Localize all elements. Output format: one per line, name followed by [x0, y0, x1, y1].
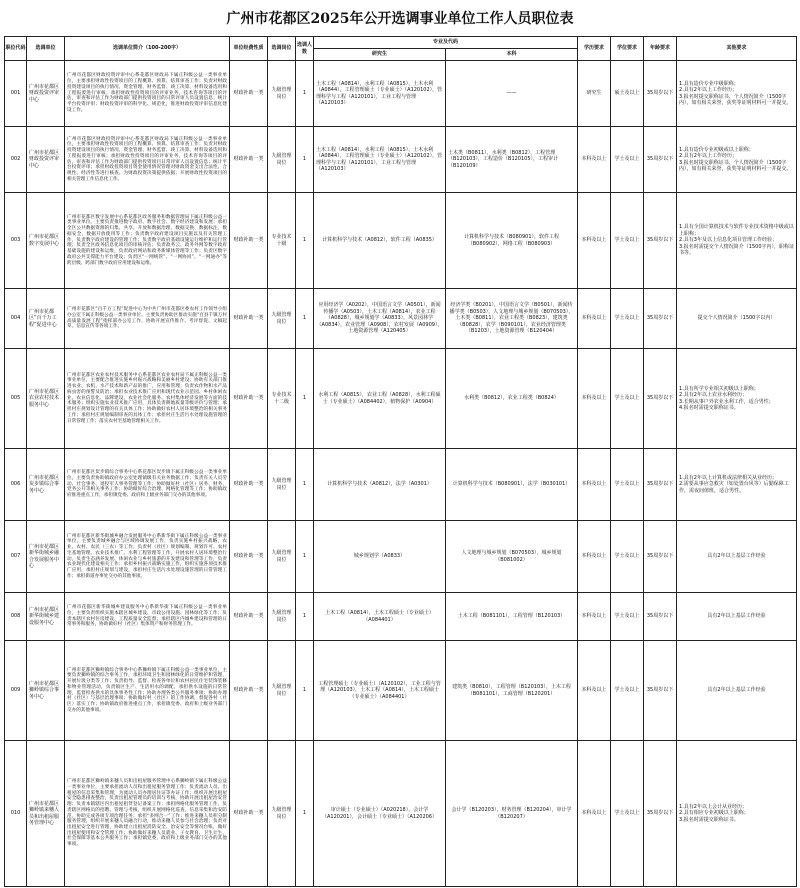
header-age: 年龄要求 [644, 37, 677, 61]
cell-edu: 研究生 [578, 61, 611, 127]
cell-age: 35周岁以下 [644, 641, 677, 741]
cell-age: 35周岁以下 [644, 289, 677, 349]
cell-code: 008 [5, 593, 27, 641]
cell-age: 35周岁以下 [644, 61, 677, 127]
cell-code: 007 [5, 521, 27, 593]
cell-other: 具有2年以上基层工作经验 [677, 521, 797, 593]
cell-degree: 学士及以上 [611, 127, 644, 193]
cell-edu: 本科及以上 [578, 641, 611, 741]
table-row [5, 127, 797, 193]
cell-code: 002 [5, 127, 27, 193]
cell-code: 010 [5, 741, 27, 887]
table-row [5, 741, 797, 887]
cell-funding: 财政补助一类 [230, 741, 268, 887]
cell-unit: 广州市花都区“百千万工程”促进中心 [27, 289, 65, 349]
cell-count: 1 [296, 127, 314, 193]
cell-grad: 计算机科学与技术（A0812），法学（A0301） [314, 449, 446, 521]
cell-age: 35周岁以下 [644, 521, 677, 593]
cell-code: 009 [5, 641, 27, 741]
cell-grad: 水利工程（A0815），农业工程（A0828），水利工程硕士（专业硕士）（A084402），植物保护（A0904） [314, 349, 446, 449]
cell-age: 35周岁以下 [644, 349, 677, 449]
cell-count: 1 [296, 61, 314, 127]
cell-age: 35周岁以下 [644, 193, 677, 289]
cell-intro: 广州市花都区财政投资评审中心系花都区财政局下属正科级公益一类事业单位，主要承担财政性投资项目的工程概算、预算、结算审查工作；负责对财政投资建设项目的执行情况、资金管理、财务监督、竣工决算、材料设备选用和工程报废进行审核；承担财政性投资项目的评审业务，技术咨询等项目的评估，审查和评估工作为财政部门提供投资项目的日常评审人员设置信息；统计平台投资评审；财政投资评审的科学化、规范化，推进财政投资评审信息化建设工作。 [65, 61, 230, 127]
cell-count: 1 [296, 289, 314, 349]
cell-degree: 学士及以上 [611, 193, 644, 289]
cell-edu: 本科及以上 [578, 289, 611, 349]
cell-funding: 财政补助一类 [230, 61, 268, 127]
header-post: 选调岗位 [268, 37, 296, 61]
cell-undergrad: 计算机科学与技术（B080901），法学（B030101） [446, 449, 578, 521]
cell-grad: 应用经济学（A0202），中国语言文学（A0501），新闻传播学（A0503），土木工程（A0814），农业工程（A0828），城乡规划学（A0833），风景园林学（A0834），农业管理（A0908），农村发展（A0909），土地资源管理（A120405） [314, 289, 446, 349]
cell-post: 九级管理岗位 [268, 61, 296, 127]
cell-grad: 审计硕士（专业硕士）（A020218），会计学（A120201），会计硕士（专业硕士）（A120206） [314, 741, 446, 887]
cell-other: 1.具有全国计算机技术与软件专业技术资格中级或以上职称； 2.具有3年及以上信息化项目管理工作经验； 3.报名时需提交个人情况简介（1500字内），职称证书等。 [677, 193, 797, 289]
cell-unit: 广州市花都区炭步镇综合事务中心 [27, 449, 65, 521]
page-title: 广州市花都区2025年公开选调事业单位工作人员职位表 [226, 11, 574, 27]
cell-funding: 财政补助一类 [230, 127, 268, 193]
cell-undergrad: 水利类（B0812），农业工程类（B0824） [446, 349, 578, 449]
cell-undergrad: 土木工程（B081101），工程管理（B120103） [446, 593, 578, 641]
cell-count: 1 [296, 741, 314, 887]
cell-undergrad: 经济学类（B0201），中国语言文学（B0501），新闻传播学类（B0503），人文地理与城乡规划（B070503），土木类（B0811），农业工程类（B0823），建筑类（B0828），农学（B090101），农业经济管理类（B1203），土地资源管理（B120404） [446, 289, 578, 349]
cell-unit: 广州市花都区农业农村技术服务中心 [27, 349, 65, 449]
cell-age: 35周岁以下 [644, 741, 677, 887]
cell-degree: 学士及以上 [611, 641, 644, 741]
cell-post: 九级管理岗位 [268, 289, 296, 349]
cell-post: 专业技术十级 [268, 193, 296, 289]
cell-other: 1.具有2年以上会计从业经历； 2.具有相应专业初级以上职称； 3.报名时需提交职称证书。 [677, 741, 797, 887]
cell-count: 1 [296, 593, 314, 641]
cell-other: 1.具有造价专业初级或以上职称； 2.具有2年以上工作经历； 3.报名时提交职称证书、个人情况简介（1500字内），如有相关荣誉，获奖等证明材料可一并提交。 [677, 127, 797, 193]
cell-intro: 广州市花都区炭步镇综合事务中心系花都区炭步镇下属正科级公益一类事业单位，主要负责协助镇政府办公室处理镇级有关业务数据工作；负责有关人员劳动、社会事务、退役军人事务管理等工作；协助做好村（社区）居务、财务、党务公开等相关事务工作；协助做好综合治理、网格化管理等工作；协助镇政府推进重点工作，承担镇党委、政府和上级业务部门交办的其他事项。 [65, 449, 230, 521]
cell-post: 九级管理岗位 [268, 641, 296, 741]
cell-undergrad: 土木类（B0811），水利类（B0812），工程管理（B120103），工程造价（B120105），工程审计（B120109） [446, 127, 578, 193]
table-row [5, 593, 797, 641]
cell-count: 1 [296, 449, 314, 521]
cell-post: 九级管理岗位 [268, 521, 296, 593]
cell-code: 003 [5, 193, 27, 289]
cell-edu: 本科及以上 [578, 741, 611, 887]
cell-intro: 广州市花都区新华街城乡融合发展服务中心系新华街下属正科级公益一类事业单位，主要负责城乡融合与区域协调发展工作，负责实施乡村振兴战略，农业、农村、农民（三农）等工作；负责村（社区）规划编制、规划许可、农村宅基地管理、农业技术推广、水利工程管理等工作，开展农村人居环境整治行动，负责生态涵养发展、休闲农业与乡村旅游的开发建设和管理等工作，负责农业现代化建设相关工作；承担乡村振兴战略实施工作，组织实施各项技术推广应用，承担村庄规划与建设，承担村庄生活污水处理设施管理的日常管理工作；承担街道办事处交办的其他事项。 [65, 521, 230, 593]
position-table [4, 36, 797, 887]
header-edu: 学历要求 [578, 37, 611, 61]
cell-age: 35周岁以下 [644, 593, 677, 641]
cell-degree: 学士及以上 [611, 289, 644, 349]
header-unit: 选调单位 [27, 37, 65, 61]
cell-unit: 广州市花都区数字发展中心 [27, 193, 65, 289]
cell-code: 001 [5, 61, 27, 127]
cell-degree: 学士及以上 [611, 521, 644, 593]
cell-degree: 学士及以上 [611, 593, 644, 641]
cell-grad: 土木工程（A0814），水利工程（A0815），土木水利（A0844），工程管理硕士（专业硕士）（A120102），管理科学与工程（A120101），工业工程与管理（A120103） [314, 61, 446, 127]
cell-code: 006 [5, 449, 27, 521]
header-intro: 选调单位简介（100-200字） [65, 37, 230, 61]
table-row [5, 193, 797, 289]
cell-unit: 广州市花都区狮岭镇来穗人员和出租屋服务管理中心 [27, 741, 65, 887]
cell-undergrad: 建筑类（B0810），工程管理（B120103），土木工程（B081101），工商管理（B120201） [446, 641, 578, 741]
header-grad: 研究生 [314, 49, 446, 61]
cell-other: 具有2年以上基层工作经验 [677, 641, 797, 741]
header-code: 职位代码 [5, 37, 27, 61]
cell-post: 九级管理岗位 [268, 449, 296, 521]
cell-count: 1 [296, 193, 314, 289]
cell-post: 九级管理岗位 [268, 741, 296, 887]
cell-count: 1 [296, 349, 314, 449]
cell-funding: 财政补助一类 [230, 289, 268, 349]
header-count: 选调人数 [296, 37, 314, 61]
table-row [5, 289, 797, 349]
cell-intro: 广州市花都区财政投资评审中心系花都区财政局下属正科级公益一类事业单位，主要承担财政性投资项目的工程概算、预算、结算审查工作；负责对财政投资建设项目的执行情况、资金管理、财务监督、竣工决算、材料设备选用和工程报废进行审核；承担财政性投资项目的评审业务，技术咨询等项目的评估，审查和评估工作为财政部门提供投资项目日常评审人员设置信息；统计平台投资评审；承担财政投资项目资金使用情况管理对财政资金支出合法性、合规性、经济性等进行核查。为财政投资决策提供依据；开展财政性投资项目的相关管理工作信息化工作。 [65, 127, 230, 193]
cell-intro: 广州市花都区新华街城乡建设服务中心系新华街下属正科级公益一类事业单位，主要负责组织实施本辖区城乡建设、市政公用设施、园林绿化等工作；负责本辖区农村住房建设、工程质量安全监督；承担辖区内城乡建设和管理的日常事务和服务，协助做好村（社区）集体资产和财务管理工作。 [65, 593, 230, 641]
cell-code: 005 [5, 349, 27, 449]
cell-edu: 本科及以上 [578, 593, 611, 641]
cell-other: 具有2年以上基层工作经验 [677, 593, 797, 641]
cell-grad: 城乡规划学（A0833） [314, 521, 446, 593]
cell-degree: 学士及以上 [611, 741, 644, 887]
cell-degree: 硕士及以上 [611, 61, 644, 127]
header-other: 其他要求 [677, 37, 797, 61]
cell-undergrad: —— [446, 61, 578, 127]
cell-funding: 财政补助一类 [230, 193, 268, 289]
cell-other: 提交个人情况简介（1500字以内） [677, 289, 797, 349]
cell-post: 九级管理岗位 [268, 593, 296, 641]
cell-degree: 学士及以上 [611, 449, 644, 521]
cell-funding: 财政补助一类 [230, 641, 268, 741]
cell-grad: 工程管理硕士（专业硕士）（A120102），工业工程与管理（A120103），土木工程（A0814），土木工程硕士（专业硕士）（A084401） [314, 641, 446, 741]
cell-funding: 财政补助一类 [230, 349, 268, 449]
header-major-group: 专业及代码 [314, 37, 578, 49]
cell-other: 1.具有所学专业相关初级以上职称； 2.具有2年以上农业水利经历； 3.长期从事户外农业水利工作，适合男性； 4.报名时需提交职称证书。 [677, 349, 797, 449]
cell-grad: 土木工程（A0814），土木工程硕士（专业硕士）（A084401） [314, 593, 446, 641]
cell-funding: 财政补助一类 [230, 593, 268, 641]
cell-count: 1 [296, 521, 314, 593]
header-row [5, 37, 797, 49]
cell-code: 004 [5, 289, 27, 349]
cell-intro: 广州市花都区“百千万工程”促进中心为中共广州市花都区委农村工作领导小组办公室下属正科级公益一类事业单位。主要负责协助区推动实施“百县千镇万村高质量发展工程”指挥部办公室工作，协助开展宣传推介、考评督促、文稿起草、信息宣传等各项工作。 [65, 289, 230, 349]
cell-edu: 本科及以上 [578, 193, 611, 289]
table-row [5, 449, 797, 521]
cell-age: 35周岁以下 [644, 449, 677, 521]
cell-undergrad: 人文地理与城乡规划（B070503），城乡规划（B081002） [446, 521, 578, 593]
cell-edu: 本科及以上 [578, 449, 611, 521]
table-row [5, 641, 797, 741]
cell-edu: 本科及以上 [578, 127, 611, 193]
cell-other: 1.具有2年以上计算机或法律相关从业经历； 2.需要从事应急救灾（如处置台风等）后勤保障工作，需夜间值班，适合男性。 [677, 449, 797, 521]
cell-unit: 广州市花都区新华街城乡建设服务中心 [27, 593, 65, 641]
header-funding: 单位经费性质 [230, 37, 268, 61]
cell-intro: 广州市花都区狮岭镇来穗人员和出租屋服务管理中心系狮岭镇下属正科级公益一类事业单位，主要承担流动人员和出租屋服务管理工作；负责流动人员、出租屋的信息采集和管理，为流动人员办理居住证等办证工作；组织开展出租屋安全隐患排查整治，负责出租屋管理员的培训与考核，协助开展出租屋治安管理；负责本镇辖区内出租屋租赁登记备案工作；承担网格化服务管理工作，负责辖区网格员的招聘、管理与考核，组织开展网格化巡查、信息采集和治安防范，协助完成各项专项治理任务；承担“多网合一”工作；推进来穗人员积分制服务管理，组织开展来穗人员融合行动，推动来穗人员参与社会治理；负责对出租屋安全进行管理，协助建立出租屋消防安全、治安安全等情况台账，做好出租屋使用和安全管理工作；协助做好来穗人员就业、子女教育、卫生计生、社会保障等基本公共服务工作；承担镇党委、政府和上级业务部门交办的其他事项。 [65, 741, 230, 887]
table-row [5, 521, 797, 593]
cell-grad: 土木工程（A0814），水利工程（A0815），土木水利（A0844），工程管理硕士（专业硕士）（A120102），管理科学与工程（A120101），工业工程与管理（A120103） [314, 127, 446, 193]
cell-unit: 广州市花都区财政投资评审中心 [27, 127, 65, 193]
cell-unit: 广州市花都区新华街城乡融合发展服务中心 [27, 521, 65, 593]
table-row [5, 61, 797, 127]
cell-unit: 广州市花都区狮岭镇综合事务中心 [27, 641, 65, 741]
cell-intro: 广州市花都区数字发展中心系花都区政务服务和数据管理局下属正科级公益一类事业单位。主要负责推进数字政府、数字社会、数字经济建设和发展；承担全区公共数据资源的归集、共享、开放和数据治理、数据交换、数据标注、数据安全，数据开放使用等工作；负责数字政府建设项目实施以及有关管理工作，负责数字政府建设的管理工作；负责数字政府基础设施运行维护和运行管理；负责全区政务信息化项目的审核评估；负责政务云、政务外网等数字政府基础设施的建设和运维，负责政府网站和政务新媒体管理等工作；负责区数字政府公共支撑能力平台建设；负责区“一网统管”、“一网协同”、“一网通办”等跨层级、跨部门数字政府应用建设和运维。 [65, 193, 230, 289]
cell-grad: 计算机科学与技术（A0812），软件工程（A0835） [314, 193, 446, 289]
cell-age: 35周岁以下 [644, 127, 677, 193]
cell-degree: 学士及以上 [611, 349, 644, 449]
header-undergrad: 本科 [446, 49, 578, 61]
cell-undergrad: 会计学（B120203），财务管理（B120204），审计学（B120207） [446, 741, 578, 887]
cell-undergrad: 计算机科学与技术（B080901），软件工程（B080902），网络工程（B080903） [446, 193, 578, 289]
cell-intro: 广州市花都区狮岭镇综合事务中心系狮岭镇下属正科级公益一类事业单位，主要负责狮岭镇的综合事务工作，承担环境卫生和园林绿化的日常维护和管理，开展垃圾分类等工作；负责指导、监督、检查各单位和农村居民住宅装饰装修和物业管理活动，负责镇区生产、生活用水的调配，承担供水设施的日常管理，监督检查供水的具体事务性工作；协助办理各类公共服务事项；协助办理村（社区）与基层治理事项；协助做好村（社区）的工作协调，督促各村（社区）落实工作；协助镇政府推进重点工作，承担镇党委、政府和上级业务部门交办的其他事项。 [65, 641, 230, 741]
header-degree: 学位要求 [611, 37, 644, 61]
table-row [5, 349, 797, 449]
cell-unit: 广州市花都区财政投资评审中心 [27, 61, 65, 127]
cell-funding: 财政补助一类 [230, 521, 268, 593]
cell-intro: 广州市花都区农业农村技术服务中心系花都区农业农村局下属正科级公益一类事业单位，主要配合推进实施乡村振兴战略和美丽乡村建设；协助有关部门推进农业、农机、水产技术和新产品的推广，应用和管理；负责农作物和水产品病虫害的预警及防治；承担农业技术推广应用和现代农业示范园、乡村休闲农业、农业信息化、品牌建设、农业社会化服务、农村集体经济发展等方面的技术服务；组织实施农业技术推广应用，具体负责耕地质量等级评价与管理；承担村庄规划设计管理的有关具体工作；协助做好农村人居环境整治的相关事务工作；承担村庄规划编制审查的具体工作；承担村庄生活污水处理设施管理的日常管理工作；落实农村宅基地管理相关工作。 [65, 349, 230, 449]
cell-funding: 财政补助一类 [230, 449, 268, 521]
cell-edu: 本科及以上 [578, 521, 611, 593]
cell-post: 九级管理岗位 [268, 127, 296, 193]
cell-post: 专业技术十二级 [268, 349, 296, 449]
cell-count: 1 [296, 641, 314, 741]
cell-other: 1.具有造价专业中级职称； 2.具有2年以上工作经历； 3.报名时提交职称证书、个人情况简介（1500字内），如有相关荣誉，获奖等证明材料可一并提交。 [677, 61, 797, 127]
cell-edu: 本科及以上 [578, 349, 611, 449]
